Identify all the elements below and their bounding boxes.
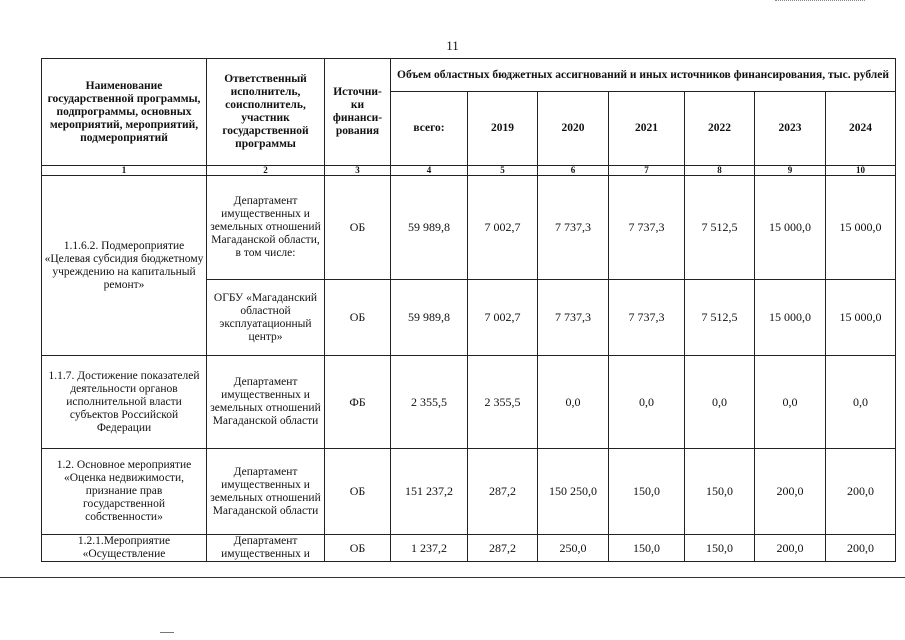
- row-value-2019: 7 002,7: [468, 176, 538, 280]
- header-year-2021: 2021: [609, 92, 685, 166]
- row-value-2024: 200,0: [826, 449, 896, 535]
- row-value-2021: 150,0: [609, 535, 685, 562]
- header-total: всего:: [391, 92, 468, 166]
- col-number: 8: [685, 166, 755, 176]
- row-source: ОБ: [325, 176, 391, 280]
- table-row: [42, 535, 896, 562]
- row-value-2020: 250,0: [538, 535, 609, 562]
- budget-table: [41, 58, 896, 562]
- header-source-col: Источни-ки финанси-рования: [325, 59, 391, 166]
- header-funding-group: Объем областных бюджетных ассигнований и иных источников финансирования, тыс. рублей: [391, 59, 896, 92]
- col-number: 1: [42, 166, 207, 176]
- row-name: 1.1.6.2. Подмероприятие «Целевая субсидия бюджетному учреждению на капитальный ремонт»: [42, 176, 207, 356]
- header-year-2019: 2019: [468, 92, 538, 166]
- row-name: 1.1.7. Достижение показателей деятельности органов исполнительной власти субъектов Российской Федерации: [42, 356, 207, 449]
- row-value-2020: 0,0: [538, 356, 609, 449]
- row-value-2024: 15 000,0: [826, 176, 896, 280]
- header-name-col: Наименование государственной программы, подпрограммы, основных мероприятий, мероприятий, подмероприятий: [42, 59, 207, 166]
- header-row-top: [42, 59, 896, 92]
- row-value-2019: 2 355,5: [468, 356, 538, 449]
- header-year-2020: 2020: [538, 92, 609, 166]
- row-executor: Департамент имущественных и земельных отношений Магаданской области: [207, 356, 325, 449]
- header-year-2023: 2023: [755, 92, 826, 166]
- row-value-2020: 150 250,0: [538, 449, 609, 535]
- row-value-2021: 7 737,3: [609, 280, 685, 356]
- table-row: [42, 176, 896, 280]
- row-total: 59 989,8: [391, 176, 468, 280]
- row-value-2019: 287,2: [468, 449, 538, 535]
- col-number: 3: [325, 166, 391, 176]
- table-row: [42, 449, 896, 535]
- row-executor: Департамент имущественных и земельных отношений Магаданской области: [207, 449, 325, 535]
- row-value-2023: 15 000,0: [755, 280, 826, 356]
- header-executor-col: Ответственный исполнитель, соисполнитель, участник государственной программы: [207, 59, 325, 166]
- row-source: ФБ: [325, 356, 391, 449]
- row-executor: Департамент имущественных и земельных отношений Магаданской области, в том числе:: [207, 176, 325, 280]
- row-total: 151 237,2: [391, 449, 468, 535]
- row-value-2022: 150,0: [685, 535, 755, 562]
- page-bottom-rule: [0, 577, 905, 578]
- row-value-2020: 7 737,3: [538, 280, 609, 356]
- row-total: 59 989,8: [391, 280, 468, 356]
- row-value-2024: 15 000,0: [826, 280, 896, 356]
- scan-artifact-top: [775, 0, 865, 3]
- row-value-2021: 150,0: [609, 449, 685, 535]
- row-value-2023: 200,0: [755, 449, 826, 535]
- row-value-2019: 287,2: [468, 535, 538, 562]
- row-value-2021: 0,0: [609, 356, 685, 449]
- row-executor: Департамент имущественных и: [207, 535, 325, 562]
- col-number: 4: [391, 166, 468, 176]
- row-value-2023: 0,0: [755, 356, 826, 449]
- row-executor: ОГБУ «Магаданский областной эксплуатационный центр»: [207, 280, 325, 356]
- col-number: 7: [609, 166, 685, 176]
- col-number: 5: [468, 166, 538, 176]
- row-name: 1.2.1.Мероприятие «Осуществление: [42, 535, 207, 562]
- row-name: 1.2. Основное мероприятие «Оценка недвижимости, признание прав государственной собственности»: [42, 449, 207, 535]
- col-number: 2: [207, 166, 325, 176]
- scan-artifact-mark: [160, 632, 174, 633]
- row-value-2022: 0,0: [685, 356, 755, 449]
- header-year-2024: 2024: [826, 92, 896, 166]
- col-number: 6: [538, 166, 609, 176]
- col-number: 10: [826, 166, 896, 176]
- page-number: 11: [446, 38, 459, 53]
- row-value-2024: 0,0: [826, 356, 896, 449]
- row-value-2019: 7 002,7: [468, 280, 538, 356]
- row-value-2021: 7 737,3: [609, 176, 685, 280]
- row-source: ОБ: [325, 449, 391, 535]
- table-row: [42, 356, 896, 449]
- row-value-2023: 15 000,0: [755, 176, 826, 280]
- row-value-2022: 7 512,5: [685, 280, 755, 356]
- row-value-2022: 7 512,5: [685, 176, 755, 280]
- row-source: ОБ: [325, 280, 391, 356]
- row-value-2024: 200,0: [826, 535, 896, 562]
- row-total: 1 237,2: [391, 535, 468, 562]
- header-year-2022: 2022: [685, 92, 755, 166]
- row-source: ОБ: [325, 535, 391, 562]
- row-total: 2 355,5: [391, 356, 468, 449]
- row-value-2023: 200,0: [755, 535, 826, 562]
- row-value-2020: 7 737,3: [538, 176, 609, 280]
- col-number: 9: [755, 166, 826, 176]
- column-number-row: [42, 166, 896, 176]
- row-value-2022: 150,0: [685, 449, 755, 535]
